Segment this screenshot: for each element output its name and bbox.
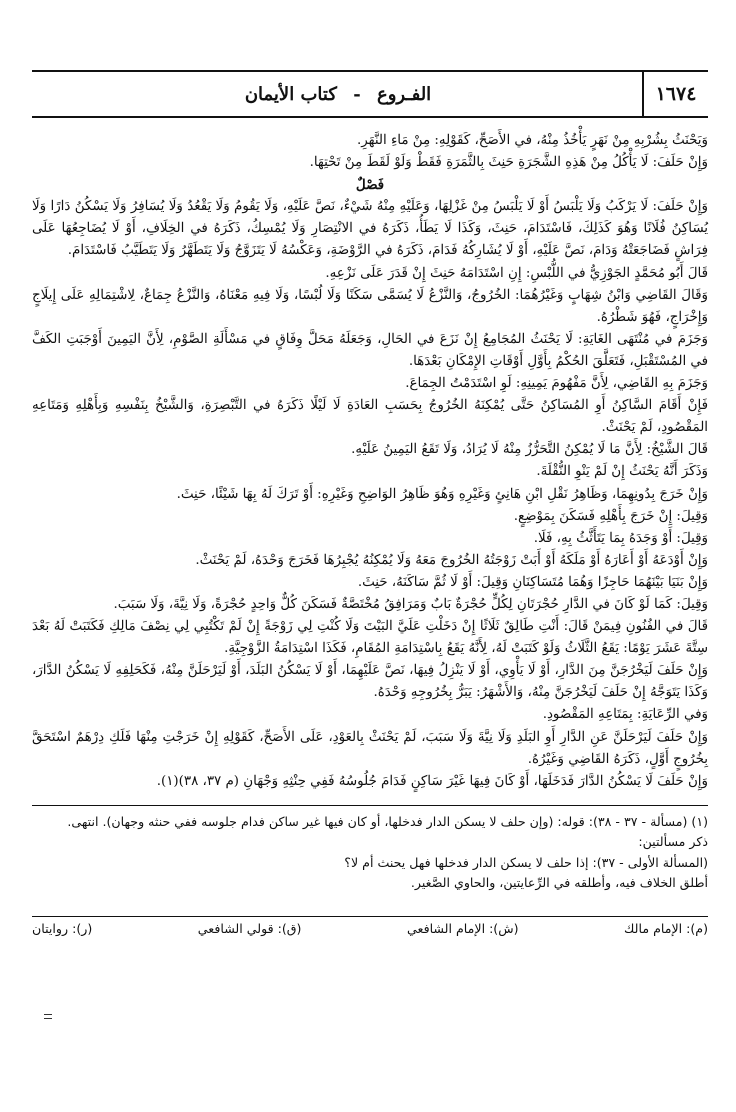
page bbox=[32, 70, 708, 936]
paragraph: وَإِنْ حَلَفَ: لَا يَأْكُلُ مِنْ هَذِهِ الشَّجَرَةِ حَنِثَ بِالثَّمَرَةِ فَقَطْ وَلَوْ لَقَطَ مِنْ تَحْتِهَا. bbox=[309, 155, 708, 171]
footnote-line: (المسألة الأولى - ٣٧): إذا حلف لا يسكن الدار فدخلها فهل يحنث أم لا؟ bbox=[344, 854, 708, 870]
paragraph: وَجَزَمَ في مُنْتَهَى الغَايَةِ: لَا يَحْنَثُ المُجَامِعُ إِنْ نَزَعَ في الحَالِ، وَجَعَلَهُ مَحَلَّ وِفَاقٍ في مَسْأَلَةِ الصَّوْمِ، لِأَنَّ اليَمِينَ أَوْجَبَتِ الكَفَّ في المُسْتَقْبَلِ، فَتَعَلَّقَ الحُكْمُ بِأَوَّلِ أَوْقَاتِ الإِمْكَانِ بَعْدَهَا. bbox=[32, 331, 708, 369]
paragraph: وَقِيلَ: أَوْ وَجَدَهُ بِمَا يَتَأَثَّثُ بِهِ، فَلَا. bbox=[533, 530, 708, 546]
paragraph: وَقِيلَ: كَمَا لَوْ كَانَ في الدَّارِ حُجْرَتَانِ لِكُلٍّ حُجْرَةٌ بَابٌ وَمَرَافِقُ مُخْتَصَّةٌ فَسَكَنَ كُلٌّ وَاحِدٍ حُجْرَةً، وَلَا نِيَّةَ، وَلَا سَبَبَ. bbox=[113, 596, 708, 612]
paragraph: وَذَكَرَ أَنَّهُ يَحْنَثُ إِنْ لَمْ يَنْوِ النُّقْلَةَ. bbox=[536, 464, 708, 480]
paragraph: وَإِنْ حَلَفَ: لَا يَرْكَبُ وَلَا يَلْبَسُ أَوْ لَا يَلْبَسُ مِنْ غَزْلِهَا، وَعَلَيْهِ مِنْهُ شَيْءٌ، نَصَّ عَلَيْهِ، وَلَا يَقُومُ وَلَا يَقْعُدُ وَلَا يُسَافِرُ وَلَا يَسْكُنُ دَارًا وَلَا يُسَاكِنُ فُلَانًا وَهُوَ كَذَلِكَ، فَاسْتَدَامَ، حَنِثَ، وَكَذَا لَا يَطَأُ، ذَكَرَهُ في الانْتِصَارِ وَلَا يُمْسِكُ، ذَكَرَهُ في الخِلَافِ، أَوْ لَا يُضَاجِعُهَا عَلَى فِرَاشٍ فَضَاجَعَتْهُ وَدَامَ، نَصَّ عَلَيْهِ، أَوْ لَا يُشَارِكُهُ فَدَامَ، ذَكَرَهُ في الرَّوْضَةِ، وَعَكْسُهُ لَا يَتَزَوَّجُ وَلَا يَتَطَهَّرُ وَلَا يَتَطَيَّبُ فَاسْتَدَامَ. bbox=[32, 199, 708, 259]
abbreviation-legend bbox=[32, 921, 708, 936]
section-title: الفـروع bbox=[376, 83, 432, 105]
footnote-line: ذكر مسألتين: bbox=[638, 834, 708, 850]
legend-item: (ر): روايتان bbox=[32, 920, 93, 936]
legend-item: (ش): الإمام الشافعي bbox=[407, 920, 519, 936]
paragraph: وَإِنْ خَرَجَ بِدُونِهِمَا، وَظَاهِرُ نَقْلِ ابْنِ هَانِئٍ وَغَيْرِهِ وَهُوَ ظَاهِرُ الوَاضِحِ وَغَيْرِهِ: أَوْ تَرَكَ لَهُ بِهَا شَيْئًا، حَنِثَ. bbox=[176, 486, 708, 502]
paragraph: قَالَ الشَّيْخُ: لِأَنَّ مَا لَا يُمْكِنُ التَّحَرُّزُ مِنْهُ لَا يُرَادُ، وَلَا تَقَعُ اليَمِينُ عَلَيْهِ. bbox=[351, 442, 708, 458]
page-number: ١٦٧٤ bbox=[642, 72, 708, 116]
footnote-divider bbox=[32, 805, 708, 806]
book-title: كتاب الأيمان bbox=[244, 83, 337, 105]
legend-item: (م): الإمام مالك bbox=[624, 920, 708, 936]
page-header bbox=[32, 70, 708, 118]
footnote-line: (١) (مسألة - ٣٧ - ٣٨): قوله: (وإن حلف لا يسكن الدار فدخلها، أو كان فيها غير ساكن فدام جلوسه ففي حنثه وجهان). انتهى. bbox=[67, 813, 708, 829]
paragraph: قَالَ في الفُنُونِ فِيمَنْ قَالَ: أَنْتِ طَالِقٌ ثَلَاثًا إِنْ دَخَلْتِ عَلَيَّ البَيْتَ وَلَا كُنْتِ لِي زَوْجَةً إِنْ لَمْ تَكْتُبِي لِي نِصْفَ مَالِكِ فَكَتَبَتْ لَهُ بَعْدَ سِتَّةَ عَشَرَ يَوْمًا: يَقَعُ الثَّلَاثُ وَلَوْ كَتَبَتْ لَهُ، لِأَنَّهُ يَقَعُ بِاسْتِدَامَةِ المُقَامِ، فَكَذَا اسْتِدَامَةُ الزَّوْجِيَّةِ. bbox=[32, 619, 708, 657]
paragraph: وَقَالَ القَاضِي وَابْنُ شِهَابٍ وَغَيْرُهُمَا: الخُرُوجُ، وَالنَّزْعُ لَا يُسَمَّى سَكَنًا وَلَا لُبْسًا، وَلَا فِيهِ مَعْنَاهُ، وَالنَّزْعُ جِمَاعٌ، لِاشْتِمَالِهِ عَلَى إِيلَاجٍ وَإِخْرَاجٍ، فَهُوَ شَطْرُهُ. bbox=[32, 287, 708, 325]
footnote-line: أطلق الخلاف فيه، وأطلقه في الرِّعايتين، والحاوي الصَّغير. bbox=[410, 875, 708, 891]
paragraph: وَجَزَمَ بِهِ القَاضِي، لِأَنَّ مَفْهُومَ يَمِينِهِ: لَوِ اسْتَدَمْتُ الجِمَاعَ. bbox=[405, 376, 708, 392]
paragraph: وَإِنْ حَلَفَ لَيَرْحَلَنَّ عَنِ الدَّارِ أَوِ البَلَدِ وَلَا نِيَّةَ وَلَا سَبَبَ، لَمْ يَحْنَثْ بِالعَوْدِ، عَلَى الأَصَحِّ، كَقَوْلِهِ إِنْ خَرَجْتِ مِنْهَا فَلَكِ دِرْهَمٌ اسْتَحَقَّ بِخُرُوجٍ أَوَّلٍ، ذَكَرَهُ القَاضِي وَغَيْرُهُ. bbox=[32, 729, 708, 767]
paragraph: وَإِنْ حَلَفَ لَيَخْرُجَنَّ مِنَ الدَّارِ، أَوْ لَا يَأْوِي، أَوْ لَا يَنْزِلُ فِيهَا، نَصَّ عَلَيْهِمَا، أَوْ لَا يَسْكُنُ البَلَدَ، أَوْ لَيَرْحَلَنَّ مِنْهُ، فَكَحَلِفِهِ لَا يَسْكُنُ الدَّارَ، وَكَذَا يَتَوَجَّهُ إِنْ حَلَفَ لَيَخْرُجَنَّ مِنْهُ، وَالأَشْهَرُ: يَبَرُّ بِخُرُوجِهِ وَحْدَهُ. bbox=[32, 663, 708, 701]
paragraph: وَفي الرِّعَايَةِ: بِمَتَاعِهِ المَقْصُودِ. bbox=[542, 707, 708, 723]
paragraph: وَقِيلَ: إِنْ خَرَجَ بِأَهْلِهِ فَسَكَنَ بِمَوْضِعٍ. bbox=[513, 508, 708, 524]
paragraph: وَإِنْ حَلَفَ لَا يَسْكُنُ الدَّارَ فَدَخَلَهَا، أَوْ كَانَ فِيهَا غَيْرَ سَاكِنٍ فَدَامَ جُلُوسُهُ فَفِي حِنْثِهِ وَجْهَانِ (م ٣٧، ٣٨)(١). bbox=[156, 773, 708, 789]
title-separator: - bbox=[353, 83, 361, 105]
margin-mark bbox=[44, 1014, 52, 1019]
section-heading: فَصْلٌ bbox=[355, 177, 385, 194]
paragraph: قَالَ أَبُو مُحَمَّدٍ الجَوْزِيُّ في اللُّبْسِ: إِنِ اسْتَدَامَهُ حَنِثَ إِنْ قَدَرَ عَلَى نَزْعِهِ. bbox=[325, 265, 708, 281]
paragraph: وَإِنْ بَنَيَا بَيْنَهُمَا حَاجِزًا وَهُمَا مُتَسَاكِنَانِ وَقِيلَ: أَوْ لَا ثُمَّ سَاكَنَهُ، حَنِثَ. bbox=[357, 574, 708, 590]
paragraph: وَيَحْنَثُ بِشُرْبِهِ مِنْ نَهَرٍ يَأْخُذُ مِنْهُ، في الأَصَحِّ، كَقَوْلِهِ: مِنْ مَاءِ النَّهَرِ. bbox=[357, 133, 708, 148]
legend-divider bbox=[32, 916, 708, 917]
running-title bbox=[32, 84, 708, 105]
main-text bbox=[32, 130, 708, 793]
legend-item: (ق): قولي الشافعي bbox=[197, 920, 302, 936]
paragraph: وَإِنْ أَوْدَعَهُ أَوْ أَعَارَهُ أَوْ مَلَكَهُ أَوْ أَبَتْ زَوْجَتُهُ الخُرُوجَ مَعَهُ وَلَا يُمْكِنُهُ يُجْبِرُهَا فَخَرَجَ وَحْدَهُ، لَمْ يَحْنَثْ. bbox=[195, 552, 708, 568]
paragraph: فَإِنْ أَقَامَ السَّاكِنُ أَوِ المُسَاكِنُ حَتَّى يُمْكِنَهُ الخُرُوجُ بِحَسَبِ العَادَةِ لَا لَيْلًا ذَكَرَهُ في التَّبْصِرَةِ، وَالشَّيْخُ بِنَفْسِهِ وَبِأَهْلِهِ وَمَتَاعِهِ المَقْصُودِ، لَمْ يَحْنَثْ. bbox=[32, 398, 708, 436]
footnotes bbox=[32, 812, 708, 894]
